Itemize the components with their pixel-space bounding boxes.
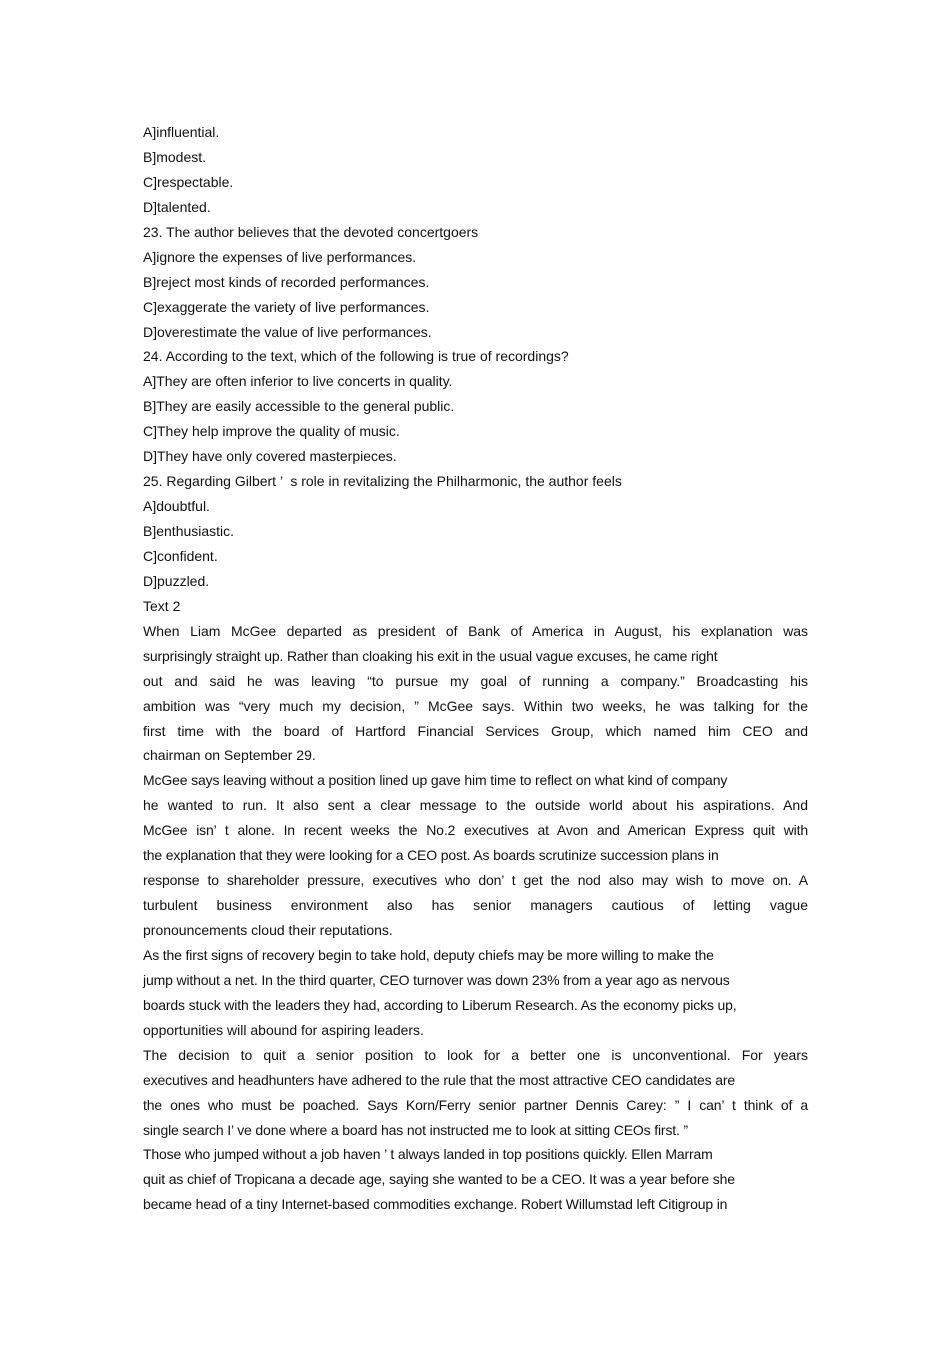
q22-option-d: D]talented. bbox=[143, 198, 211, 215]
q23-stem: 23. The author believes that the devoted concertgoers bbox=[143, 223, 479, 240]
q24-stem: 24. According to the text, which of the following is true of recordings? bbox=[143, 348, 569, 365]
paragraph-line: ambition was “very much my decision, ” McGee says. Within two weeks, he was talking for the bbox=[143, 697, 808, 714]
paragraph-line: quit as chief of Tropicana a decade age, saying she wanted to be a CEO. It was a year before she bbox=[143, 1171, 735, 1188]
paragraph-line: McGee says leaving without a position lined up gave him time to reflect on what kind of company bbox=[143, 772, 728, 789]
paragraph-line: surprisingly straight up. Rather than cloaking his exit in the usual vague excuses, he came right bbox=[143, 647, 718, 664]
q25-option-c: C]confident. bbox=[143, 547, 218, 564]
paragraph-line: first time with the board of Hartford Financial Services Group, which named him CEO and bbox=[143, 722, 808, 739]
q22-option-c: C]respectable. bbox=[143, 173, 234, 190]
paragraph-1 bbox=[143, 619, 808, 769]
q23-option-c: C]exaggerate the variety of live performances. bbox=[143, 298, 430, 315]
q25-option-a: A]doubtful. bbox=[143, 498, 210, 515]
q23-option-d: D]overestimate the value of live performances. bbox=[143, 323, 432, 340]
paragraph-line: he wanted to run. It also sent a clear message to the outside world about his aspirations. And bbox=[143, 797, 808, 814]
paragraph-line: turbulent business environment also has senior managers cautious of letting vague bbox=[143, 897, 808, 914]
paragraph-4 bbox=[143, 1043, 808, 1218]
q25-option-b: B]enthusiastic. bbox=[143, 523, 235, 539]
paragraph-line: executives and headhunters have adhered to the rule that the most attractive CEO candidates are bbox=[143, 1071, 736, 1088]
q24-option-a: A]They are often inferior to live concerts in quality. bbox=[143, 373, 453, 390]
document-page bbox=[143, 120, 808, 1217]
paragraph-3 bbox=[143, 943, 808, 1043]
paragraph-line: became head of a tiny Internet-based commodities exchange. Robert Willumstad left Citigroup in bbox=[143, 1196, 728, 1213]
q22-option-b: B]modest. bbox=[143, 148, 207, 165]
paragraph-line: boards stuck with the leaders they had, according to Liberum Research. As the economy picks up, bbox=[143, 996, 737, 1013]
paragraph-line: As the first signs of recovery begin to take hold, deputy chiefs may be more willing to make the bbox=[143, 946, 714, 963]
paragraph-line: the explanation that they were looking for a CEO post. As boards scrutinize succession plans in bbox=[143, 847, 719, 864]
paragraph-line: chairman on September 29. bbox=[143, 747, 316, 764]
paragraph-line: McGee isn’ t alone. In recent weeks the No.2 executives at Avon and American Express quit with bbox=[143, 822, 808, 839]
paragraph-line: the ones who must be poached. Says Korn/Ferry senior partner Dennis Carey: ” I can’ t think of a bbox=[143, 1096, 808, 1113]
paragraph-line: When Liam McGee departed as president of Bank of America in August, his explanation was bbox=[143, 622, 808, 639]
q23-option-a: A]ignore the expenses of live performances. bbox=[143, 248, 417, 265]
paragraph-line: pronouncements cloud their reputations. bbox=[143, 922, 393, 938]
paragraph-line: Those who jumped without a job haven ’ t always landed in top positions quickly. Ellen Marram bbox=[143, 1146, 713, 1163]
q24-option-c: C]They help improve the quality of music. bbox=[143, 423, 400, 440]
q22-option-a: A]influential. bbox=[143, 124, 220, 140]
paragraph-line: single search I’ ve done where a board has not instructed me to look at sitting CEOs first. ” bbox=[143, 1121, 689, 1138]
paragraph-2 bbox=[143, 768, 808, 943]
paragraph-line: jump without a net. In the third quarter, CEO turnover was down 23% from a year ago as nervous bbox=[143, 971, 730, 988]
q25-option-d: D]puzzled. bbox=[143, 572, 210, 589]
paragraph-line: response to shareholder pressure, executives who don’ t get the nod also may wish to move on. A bbox=[143, 872, 808, 889]
q23-option-b: B]reject most kinds of recorded performances. bbox=[143, 273, 430, 290]
q24-option-b: B]They are easily accessible to the general public. bbox=[143, 398, 455, 415]
paragraph-line: out and said he was leaving “to pursue my goal of running a company.” Broadcasting his bbox=[143, 672, 808, 689]
paragraph-line: The decision to quit a senior position to look for a better one is unconventional. For years bbox=[143, 1046, 808, 1063]
text2-heading: Text 2 bbox=[143, 597, 181, 614]
q25-stem: 25. Regarding Gilbert ’ s role in revitalizing the Philharmonic, the author feels bbox=[143, 473, 622, 490]
q24-option-d: D]They have only covered masterpieces. bbox=[143, 448, 397, 465]
paragraph-line: opportunities will abound for aspiring leaders. bbox=[143, 1021, 424, 1038]
